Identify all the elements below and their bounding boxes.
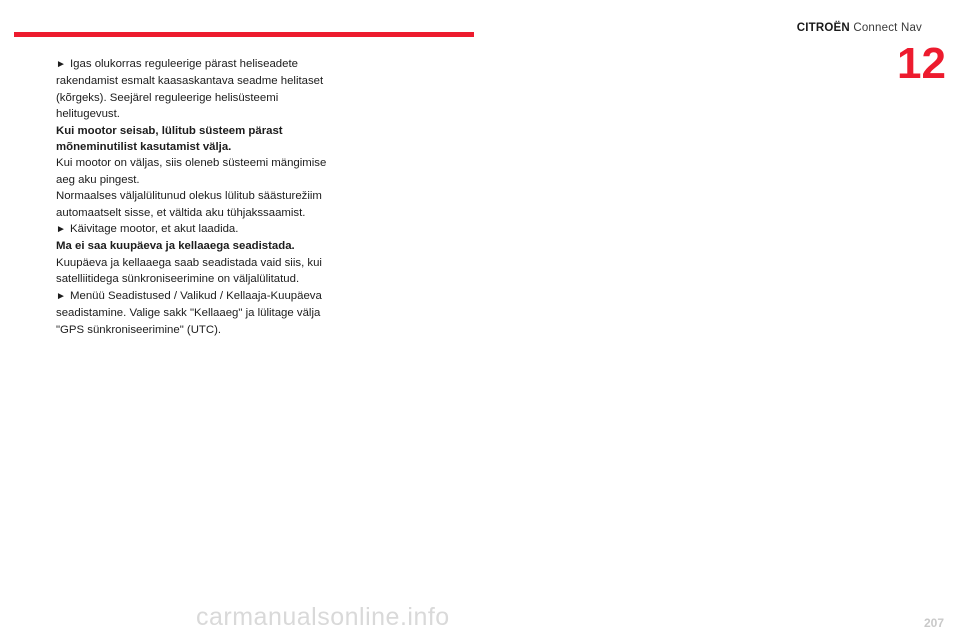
list-item — [56, 221, 336, 238]
brand-subtitle: Connect Nav — [853, 22, 922, 34]
paragraph: Normaalses väljalülitunud olekus lülitub säästurežiim automaatselt sisse, et vältida aku tühjakssaamist. — [56, 190, 322, 219]
paragraph-heading: Kui mootor seisab, lülitub süsteem pärast mõneminutilist kasutamist välja. — [56, 124, 283, 154]
page-number: 207 — [923, 616, 944, 630]
list-item — [56, 288, 336, 338]
footer-watermark: carmanualsonline.info — [196, 603, 450, 631]
list-item — [56, 56, 336, 123]
brand-name: CITROËN — [796, 22, 850, 34]
list-item-text: Menüü Seadistused / Valikud / Kellaaja-Kuupäeva seadistamine. Valige sakk "Kellaaeg" ja lülitage välja "GPS sünkroniseerimine" (UTC). — [56, 289, 322, 336]
list-item-text: Igas olukorras reguleerige pärast heliseadete rakendamist esmalt kaasaskantava seadme helitaset (kõrgeks). Seejärel reguleerige helisüsteemi helitugevust. — [56, 58, 324, 121]
arrow-right-icon: ► — [56, 224, 66, 236]
arrow-right-icon: ► — [56, 59, 66, 70]
body-text-column — [56, 56, 336, 338]
paragraph: Kuupäeva ja kellaaega saab seadistada vaid siis, kui satelliitidega sünkroniseerimine on väljalülitatud. — [56, 256, 322, 286]
list-item-text: Käivitage mootor, et akut laadida. — [70, 223, 239, 236]
header-red-rule — [14, 32, 474, 37]
header-brand — [797, 22, 922, 34]
chapter-number: 12 — [897, 39, 946, 88]
paragraph: Kui mootor on väljas, siis oleneb süsteemi mängimise aeg aku pingest. — [56, 157, 327, 186]
paragraph-heading: Ma ei saa kuupäeva ja kellaaega seadistada. — [56, 240, 295, 253]
arrow-right-icon: ► — [56, 290, 66, 302]
